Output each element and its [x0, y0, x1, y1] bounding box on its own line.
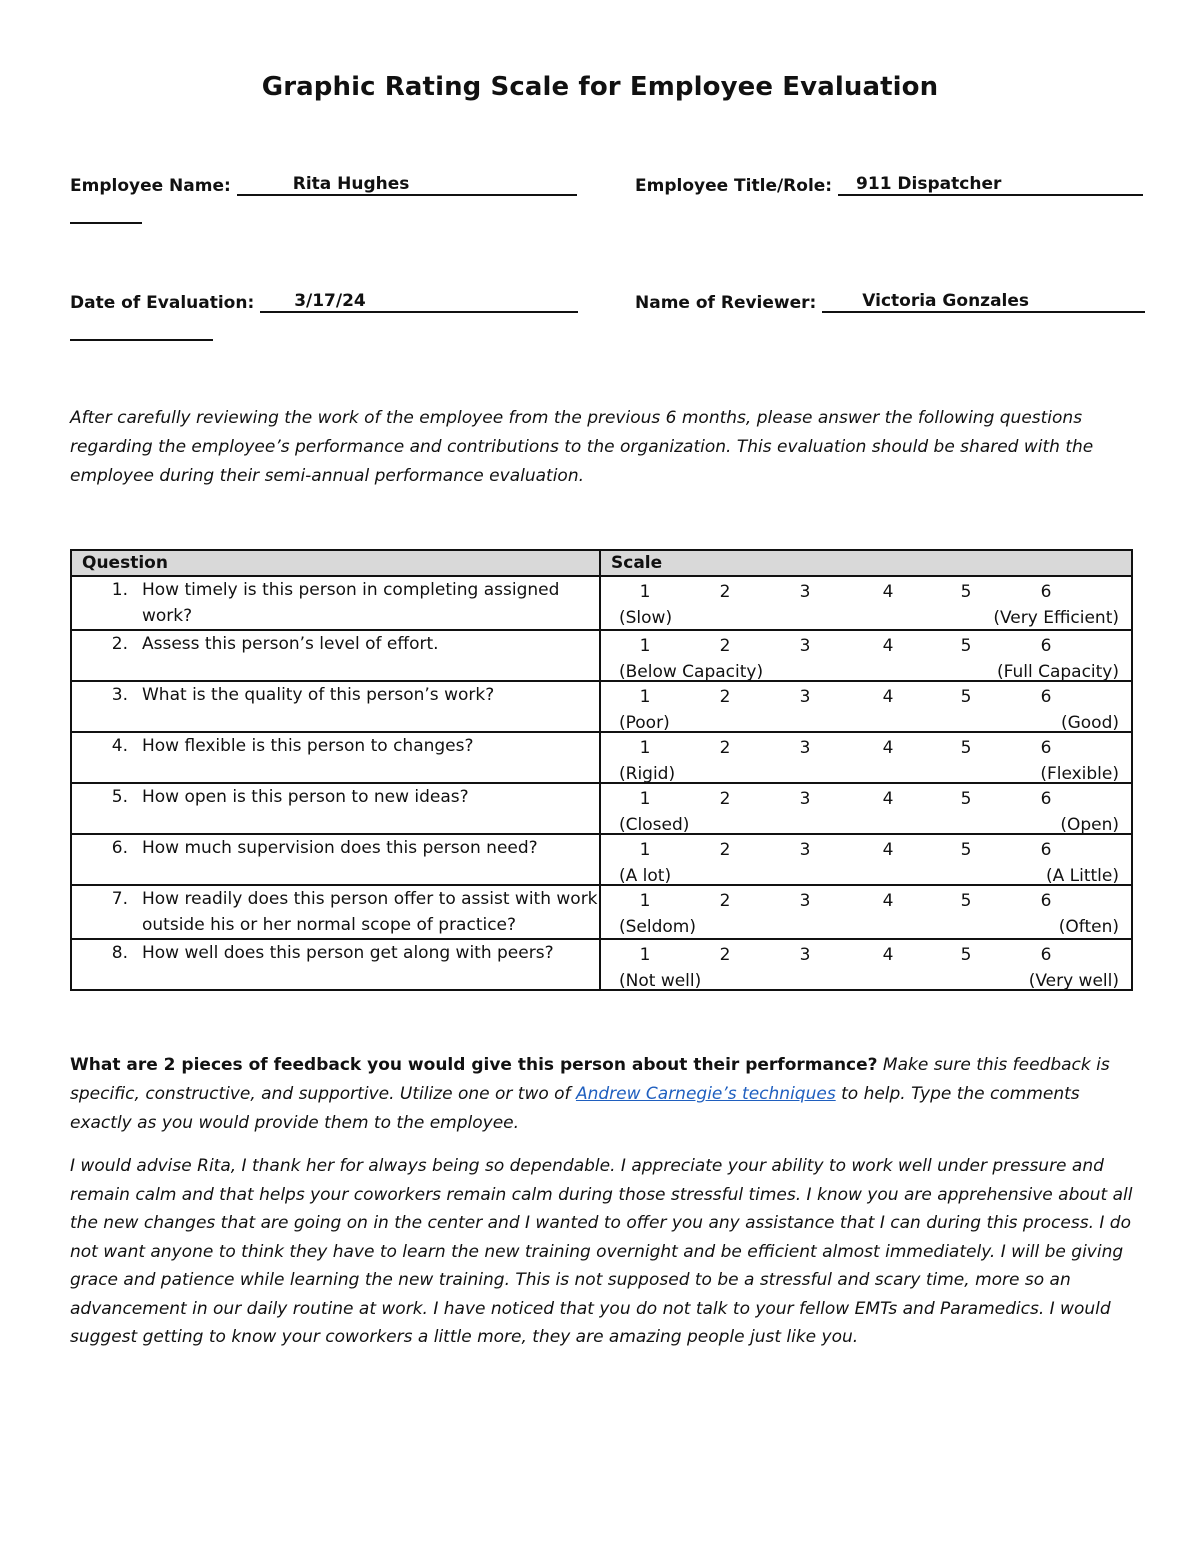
table-row — [71, 732, 1132, 783]
scale-header: Scale — [600, 550, 1132, 576]
scale-option-5[interactable]: 5 — [960, 945, 972, 965]
scale-high-label: (Very Efficient) — [993, 608, 1119, 628]
scale-option-3[interactable]: 3 — [799, 738, 811, 758]
scale-cell — [600, 783, 1132, 834]
scale-high-label: (Full Capacity) — [996, 662, 1119, 682]
scale-option-4[interactable]: 4 — [882, 636, 894, 656]
scale-option-3[interactable]: 3 — [799, 891, 811, 911]
rating-body — [71, 576, 1132, 990]
scale-option-1[interactable]: 1 — [639, 945, 651, 965]
employee-name-underline-overflow — [70, 222, 142, 224]
question-text: How timely is this person in completing assigned work? — [142, 580, 560, 626]
scale-option-2[interactable]: 2 — [719, 582, 731, 602]
scale-option-6[interactable]: 6 — [1040, 687, 1052, 707]
scale-option-2[interactable]: 2 — [719, 636, 731, 656]
question-number: 2. — [111, 634, 128, 654]
question-text: How readily does this person offer to assist with work outside his or her normal scope of practice? — [142, 889, 598, 935]
question-cell — [71, 630, 600, 681]
scale-option-1[interactable]: 1 — [639, 687, 651, 707]
scale-cell — [600, 885, 1132, 939]
scale-low-label: (Not well) — [619, 971, 702, 991]
table-row — [71, 834, 1132, 885]
scale-option-2[interactable]: 2 — [719, 891, 731, 911]
scale-option-5[interactable]: 5 — [960, 840, 972, 860]
scale-option-4[interactable]: 4 — [882, 891, 894, 911]
scale-option-1[interactable]: 1 — [639, 582, 651, 602]
question-text: How much supervision does this person need? — [142, 838, 538, 858]
question-cell — [71, 783, 600, 834]
table-row — [71, 939, 1132, 990]
question-cell — [71, 732, 600, 783]
scale-option-6[interactable]: 6 — [1040, 789, 1052, 809]
scale-option-5[interactable]: 5 — [960, 687, 972, 707]
question-cell — [71, 939, 600, 990]
question-number: 7. — [111, 889, 128, 909]
scale-option-6[interactable]: 6 — [1040, 891, 1052, 911]
employee-title-field — [635, 174, 1143, 196]
date-value[interactable]: 3/17/24 — [260, 291, 578, 313]
table-row — [71, 576, 1132, 630]
date-label: Date of Evaluation: — [70, 293, 255, 313]
question-number: 5. — [111, 787, 128, 807]
scale-high-label: (Good) — [1060, 713, 1119, 733]
scale-high-label: (Often) — [1058, 917, 1119, 937]
question-text: How flexible is this person to changes? — [142, 736, 474, 756]
scale-option-4[interactable]: 4 — [882, 840, 894, 860]
scale-high-label: (Open) — [1060, 815, 1119, 835]
employee-name-value[interactable]: Rita Hughes — [237, 174, 577, 196]
question-cell — [71, 576, 600, 630]
date-field — [70, 291, 578, 313]
scale-option-3[interactable]: 3 — [799, 840, 811, 860]
question-header: Question — [71, 550, 600, 576]
question-text: How well does this person get along with peers? — [142, 943, 554, 963]
scale-option-2[interactable]: 2 — [719, 789, 731, 809]
scale-option-5[interactable]: 5 — [960, 891, 972, 911]
scale-option-6[interactable]: 6 — [1040, 840, 1052, 860]
scale-low-label: (Rigid) — [619, 764, 676, 784]
scale-option-1[interactable]: 1 — [639, 636, 651, 656]
reviewer-value[interactable]: Victoria Gonzales — [822, 291, 1145, 313]
question-number: 3. — [111, 685, 128, 705]
scale-low-label: (Slow) — [619, 608, 673, 628]
scale-option-1[interactable]: 1 — [639, 891, 651, 911]
question-cell — [71, 834, 600, 885]
scale-cell — [600, 576, 1132, 630]
scale-option-2[interactable]: 2 — [719, 840, 731, 860]
employee-title-label: Employee Title/Role: — [635, 176, 833, 196]
reviewer-field — [635, 291, 1145, 313]
scale-option-1[interactable]: 1 — [639, 840, 651, 860]
scale-low-label: (A lot) — [619, 866, 672, 886]
question-number: 8. — [111, 943, 128, 963]
scale-option-3[interactable]: 3 — [799, 636, 811, 656]
scale-cell — [600, 681, 1132, 732]
question-text: How open is this person to new ideas? — [142, 787, 469, 807]
scale-option-1[interactable]: 1 — [639, 738, 651, 758]
scale-low-label: (Below Capacity) — [619, 662, 764, 682]
instructions: After carefully reviewing the work of the employee from the previous 6 months, please answer the following questions regarding the employee’s performance and contributions to the organization. This evaluation should be shared with the employee during their semi-annual performance evaluation. — [70, 408, 1094, 486]
question-number: 4. — [111, 736, 128, 756]
scale-option-5[interactable]: 5 — [960, 738, 972, 758]
carnegie-techniques-link[interactable]: Andrew Carnegie’s techniques — [575, 1084, 836, 1104]
scale-option-2[interactable]: 2 — [719, 945, 731, 965]
table-header-row — [71, 550, 1132, 576]
scale-option-6[interactable]: 6 — [1040, 738, 1052, 758]
employee-name-label: Employee Name: — [70, 176, 231, 196]
scale-option-5[interactable]: 5 — [960, 636, 972, 656]
scale-option-3[interactable]: 3 — [799, 945, 811, 965]
question-text: What is the quality of this person’s work? — [142, 685, 495, 705]
scale-option-1[interactable]: 1 — [639, 789, 651, 809]
scale-option-4[interactable]: 4 — [882, 738, 894, 758]
scale-cell — [600, 630, 1132, 681]
scale-option-4[interactable]: 4 — [882, 945, 894, 965]
scale-option-6[interactable]: 6 — [1040, 582, 1052, 602]
employee-name-field — [70, 174, 577, 196]
question-cell — [71, 885, 600, 939]
scale-option-2[interactable]: 2 — [719, 738, 731, 758]
scale-cell — [600, 939, 1132, 990]
date-underline-overflow — [70, 339, 213, 341]
scale-option-4[interactable]: 4 — [882, 687, 894, 707]
table-row — [71, 630, 1132, 681]
table-row — [71, 681, 1132, 732]
feedback-question: What are 2 pieces of feedback you would give this person about their performance? — [70, 1055, 878, 1075]
table-row — [71, 885, 1132, 939]
scale-option-3[interactable]: 3 — [799, 789, 811, 809]
scale-low-label: (Closed) — [619, 815, 690, 835]
feedback-response[interactable]: I would advise Rita, I thank her for always being so dependable. I appreciate your ability to work well under pressure and remain calm and that helps your coworkers remain calm during those stressful times. I know you are apprehensive about all the new changes that are going on in the center and I wanted to offer you any assistance that I can during this process. I do not want anyone to think they have to learn the new training overnight and be efficient almost immediately. I will be giving grace and patience while learning the new training. This is not supposed to be a stressful and scary time, more so an advancement in our daily routine at work. I have noticed that you do not talk to your fellow EMTs and Paramedics. I would suggest getting to know your coworkers a little more, they are amazing people just like you. — [70, 1156, 1133, 1347]
scale-high-label: (Flexible) — [1040, 764, 1119, 784]
table-row — [71, 783, 1132, 834]
scale-option-6[interactable]: 6 — [1040, 636, 1052, 656]
page-title: Graphic Rating Scale for Employee Evaluation — [261, 72, 939, 102]
feedback-prompt — [70, 1051, 1140, 1138]
scale-option-3[interactable]: 3 — [799, 687, 811, 707]
scale-option-6[interactable]: 6 — [1040, 945, 1052, 965]
scale-high-label: (Very well) — [1028, 971, 1119, 991]
scale-low-label: (Poor) — [619, 713, 670, 733]
feedback-hint-end: to help. Type the comments exactly as you would provide them to the employee. — [70, 1084, 1080, 1133]
reviewer-label: Name of Reviewer: — [635, 293, 817, 313]
scale-low-label: (Seldom) — [619, 917, 696, 937]
employee-title-value[interactable]: 911 Dispatcher — [838, 174, 1143, 196]
scale-high-label: (A Little) — [1045, 866, 1119, 886]
scale-option-5[interactable]: 5 — [960, 582, 972, 602]
scale-cell — [600, 732, 1132, 783]
question-cell — [71, 681, 600, 732]
question-number: 1. — [111, 580, 128, 600]
scale-option-3[interactable]: 3 — [799, 582, 811, 602]
scale-cell — [600, 834, 1132, 885]
feedback-hint: Make sure this feedback is specific, constructive, and supportive. Utilize one or two of — [70, 1055, 1110, 1104]
question-number: 6. — [111, 838, 128, 858]
scale-option-5[interactable]: 5 — [960, 789, 972, 809]
question-text: Assess this person’s level of effort. — [142, 634, 439, 654]
rating-table — [70, 549, 1133, 991]
scale-option-4[interactable]: 4 — [882, 582, 894, 602]
scale-option-2[interactable]: 2 — [719, 687, 731, 707]
scale-option-4[interactable]: 4 — [882, 789, 894, 809]
